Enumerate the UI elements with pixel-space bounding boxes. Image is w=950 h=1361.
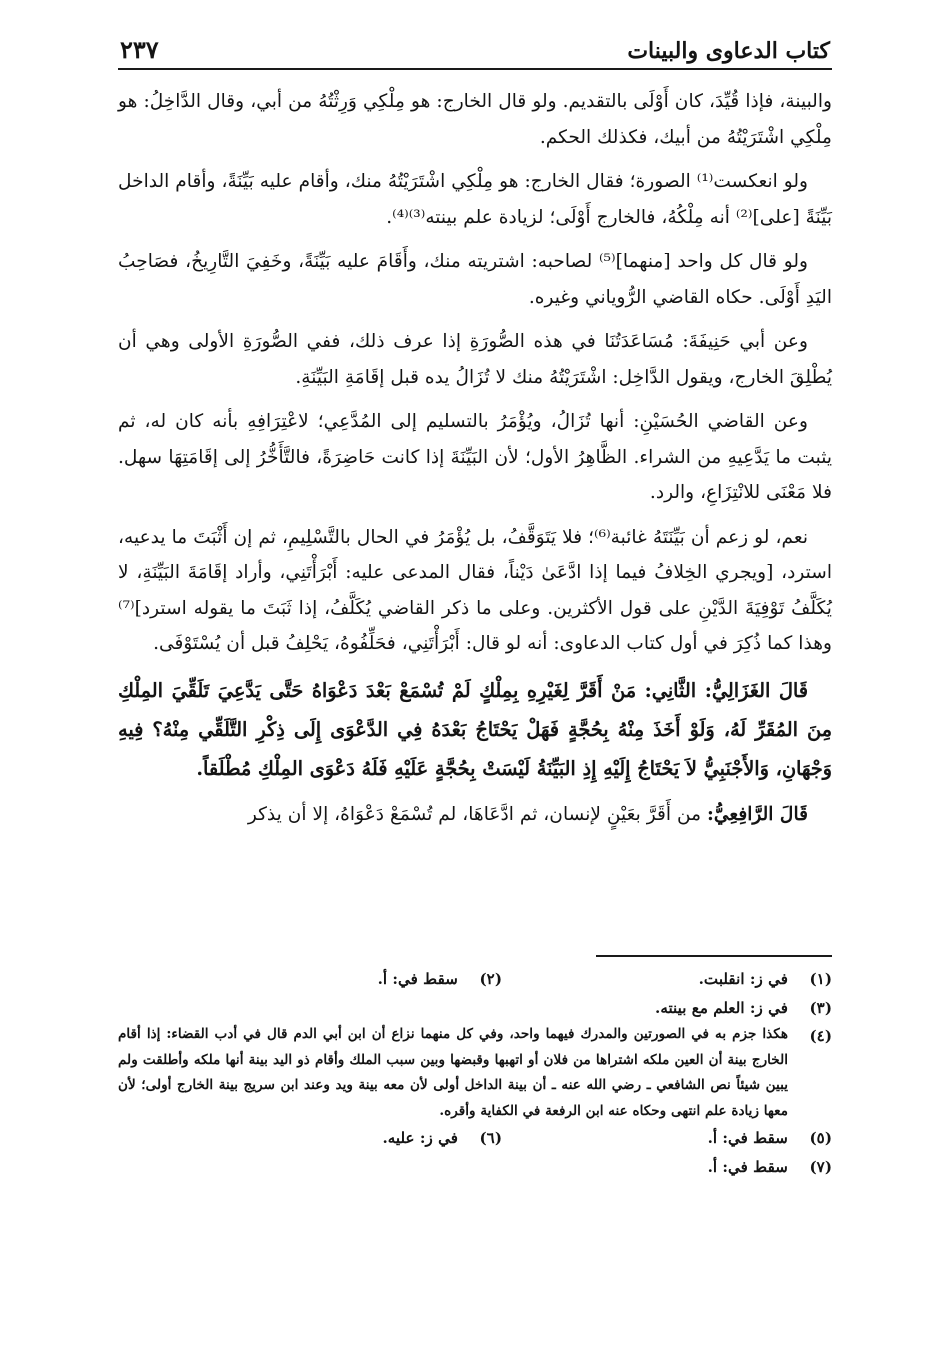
footnote-number: (٦) [479, 1129, 502, 1148]
footnote-3 [118, 994, 832, 1023]
footnote-number: (٥) [809, 1129, 832, 1148]
footnote-6 [172, 1124, 502, 1153]
page-header [118, 28, 832, 70]
book-title: كتاب الدعاوى والبينات [627, 38, 830, 64]
page-number: ٢٣٧ [120, 35, 159, 64]
paragraph: وعن القاضي الحُسَيْنِ: أنها تُزَالُ، ويُؤْمَرُ بالتسليم إلى المُدَّعِي؛ لاعْتِرَافِهِ بأنه كان له، ثم يثبت ما يَدَّعِيهِ من الشراء. الظَّاهِرُ الأول؛ لأن البَيِّنَةَ إذا كانت حَاضِرَةً، فالتَّأَخُّرُ إلى إقَامَتِهَا سهل. فلا مَعْنَى للانْتِزَاعِ، والرد. [118, 411, 832, 503]
paragraph: ولو انعكست⁽¹⁾ الصورة؛ فقال الخارج: هو مِلْكِي اشْتَرَيْتُهُ منك، وأقام عليه بَيِّنَةً، وأقام الداخل بَيِّنَةً [على]⁽²⁾ أنه مِلْكُهُ، فالخارج أَوْلَى؛ لزيادة علم بينته⁽³⁾⁽⁴⁾. [118, 171, 832, 228]
body-text [118, 84, 832, 832]
rafii-paragraph [118, 797, 832, 833]
footnote-row [118, 965, 832, 994]
paragraph: وعن أبي حَنِيفَةَ: مُسَاعَدَتُنَا في هذه الصُّورَةِ إذا عرف ذلك، ففي الصُّورَةِ الأولى وهي أن يُطْلِقَ الخارج، ويقول الدَّاخِل: اشْتَرَيْتُهُ منك لا تُزَالُ يده قبل إقَامَةِ البَيِّنَةِ. [118, 331, 832, 388]
footnote-text: سقط في: أ. [707, 1129, 788, 1148]
rafii-lead: قَالَ الرَّافِعِيُّ: [706, 803, 808, 825]
footnotes [118, 955, 832, 1181]
footnote-text: سقط في: أ. [707, 1157, 788, 1176]
footnote-4 [118, 1022, 832, 1124]
footnote-row [118, 1124, 832, 1153]
footnote-2 [172, 965, 502, 994]
ghazali-paragraph [118, 671, 832, 788]
footnote-5 [502, 1124, 832, 1153]
footnote-text: في ز: العلم مع بينته. [655, 998, 788, 1017]
ghazali-lead: قَالَ الغَزَالِيُّ: [704, 678, 809, 702]
footnote-text: هكذا جزم به في الصورتين والمدرك فيهما واحد، وفي كل منهما نزاع أن ابن أبي الدم قال في أدب القضاء: إذا أقام الخارج بينة أن العين ملكه اشتراها من فلان أو اتهبها وقبضها وبين سبب الملك وأقام ذو اليد بينة أنها ملكه وأطلقت ولم يبين شيئاً نص الشافعي ـ رضي الله عنه ـ أن بينة الداخل أولى لأن معه بينة ويد وعند ابن سريج بينة الخارج أولى؛ لأن معها زيادة علم انتهى وحكاه عنه ابن الرفعة في الكفاية وأقره. [118, 1026, 788, 1119]
footnote-number: (١) [809, 970, 832, 988]
footnote-text: سقط في: أ. [377, 970, 458, 988]
paragraph: نعم، لو زعم أن بَيِّنَتَهُ غائبة⁽⁶⁾؛ فلا يَتَوَقَّفُ، بل يُؤْمَرُ في الحال بالتَّسْلِيمِ، ثم إن أَثْبَتَ ما يدعيه، استرد، [ويجري الخِلافُ فيما إذا ادَّعَىٰ دَيْناً، فقال المدعى عليه: أَبْرَأْتَنِي، وأراد إقَامَةَ البَيِّنَةِ، لا يُكَلَّفُ تَوْفِيَةَ الدَّيْنِ على قول الأكثرين. وعلى ما ذكر القاضي يُكَلَّفُ، إذا ثَبَتَ ما يقوله استرد]⁽⁷⁾ وهذا كما ذُكِرَ في أول كتاب الدعاوى: أنه لو قال: أَبْرَأْتَنِي، فحَلِّفُوهُ، يَحْلِفُ قبل أن يُسْتَوْفَى. [118, 526, 832, 654]
ghazali-text: الثَّانِي: مَنْ أَقَرَّ لِغَيْرِهِ بِمِلْكٍ لَمْ تُسْمَعْ بَعْدَ دَعْوَاهُ حَتَّى يَدَّعِيَ تَلَقِّيَ المِلْكِ مِنَ المُقَرِّ لَهُ، وَلَوْ أَخَذَ مِنْهُ بِحُجَّةٍ فَهَلْ يَحْتَاجُ بَعْدَهُ فِي الدَّعْوَى إِلَى ذِكْرِ التَّلَقِّي مِنْهُ؟ فِيهِ وَجْهَانِ، وَالأَجْنَبِيُّ لاَ يَحْتَاجُ إِلَيْهِ إِذِ البَيِّنَةُ لَيْسَتْ بِحُجَّةٍ عَلَيْهِ فَلَهُ دَعْوَى المِلْكِ مُطْلَقاً. [118, 678, 832, 780]
footnote-text: في ز: انقلبت. [698, 970, 788, 988]
footnote-number: (٧) [809, 1157, 832, 1176]
footnote-1 [502, 965, 832, 994]
footnote-number: (٣) [809, 998, 832, 1017]
rafii-text: من أَقَرَّ بعَيْنٍ لإنسان، ثم ادَّعَاهَا، لم تُسْمَعْ دَعْوَاهُ، إلا أن يذكر [247, 803, 702, 825]
paragraph: ولو قال كل واحد [منهما]⁽⁵⁾ لصاحبه: اشتريته منك، وأَقَامَ عليه بَيِّنَةً، وخَفِيَ التَّارِيخُ، فصَاحِبُ اليَدِ أَوْلَى. حكاه القاضي الرُّوياني وغيره. [118, 251, 832, 308]
footnote-divider [596, 955, 832, 957]
footnote-7 [118, 1153, 832, 1182]
footnote-number: (٢) [479, 970, 502, 988]
footnote-text: في ز: عليه. [382, 1129, 458, 1148]
footnote-number: (٤) [809, 1027, 832, 1046]
paragraph: والبينة، فإذا قُيِّدَ، كان أَوْلَى بالتقديم. ولو قال الخارج: هو مِلْكِي وَرِثْتُهُ من أبي، وقال الدَّاخِلُ: هو مِلْكِي اشْتَرَيْتُهُ من أبيك، فكذلك الحكم. [118, 91, 832, 148]
